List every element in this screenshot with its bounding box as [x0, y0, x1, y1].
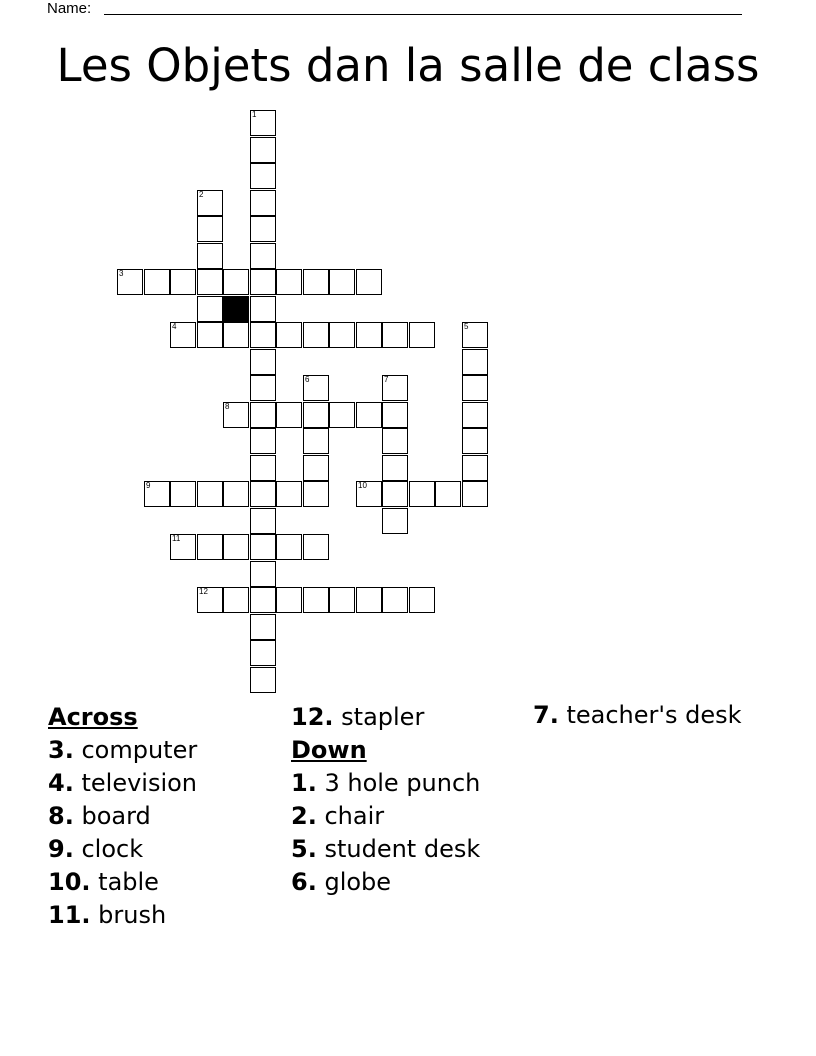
- crossword-cell[interactable]: [250, 614, 276, 640]
- crossword-cell[interactable]: [250, 190, 276, 216]
- crossword-cell[interactable]: [197, 481, 223, 507]
- crossword-cell[interactable]: [197, 243, 223, 269]
- clue-number: 9.: [48, 835, 74, 863]
- across-clue-9: [48, 833, 278, 866]
- crossword-cell[interactable]: [462, 455, 488, 481]
- crossword-cell[interactable]: [276, 481, 302, 507]
- crossword-cell[interactable]: [223, 587, 249, 613]
- crossword-cell[interactable]: [223, 269, 249, 295]
- name-field[interactable]: [104, 14, 742, 15]
- crossword-cell[interactable]: [329, 322, 355, 348]
- clue-text: table: [98, 868, 159, 896]
- crossword-cell[interactable]: [250, 640, 276, 666]
- crossword-cell[interactable]: [250, 587, 276, 613]
- crossword-cell[interactable]: [435, 481, 461, 507]
- crossword-cell[interactable]: [303, 402, 329, 428]
- crossword-cell[interactable]: [276, 269, 302, 295]
- clue-number-label: 1: [252, 110, 257, 119]
- clue-number-label: 9: [146, 481, 151, 490]
- crossword-cell[interactable]: [303, 481, 329, 507]
- crossword-cell[interactable]: [250, 349, 276, 375]
- clue-text: 3 hole punch: [324, 769, 481, 797]
- crossword-cell[interactable]: [197, 322, 223, 348]
- crossword-cell[interactable]: [303, 269, 329, 295]
- crossword-cell[interactable]: [197, 216, 223, 242]
- crossword-cell[interactable]: [170, 269, 196, 295]
- across-clue-10: [48, 866, 278, 899]
- crossword-cell[interactable]: [276, 587, 302, 613]
- crossword-cell[interactable]: [144, 481, 170, 507]
- down-clue-1: [291, 767, 521, 800]
- crossword-cell[interactable]: [356, 481, 382, 507]
- crossword-cell[interactable]: [382, 481, 408, 507]
- crossword-cell[interactable]: [223, 481, 249, 507]
- crossword-cell[interactable]: [170, 534, 196, 560]
- crossword-cell[interactable]: [250, 216, 276, 242]
- crossword-cell[interactable]: [462, 481, 488, 507]
- crossword-cell[interactable]: [250, 110, 276, 136]
- crossword-cell[interactable]: [303, 455, 329, 481]
- across-clue-4: [48, 767, 278, 800]
- crossword-cell[interactable]: [303, 322, 329, 348]
- crossword-cell[interactable]: [250, 296, 276, 322]
- crossword-cell[interactable]: [276, 534, 302, 560]
- down-clue-2: [291, 800, 521, 833]
- clue-number: 3.: [48, 736, 74, 764]
- down-clue-6: [291, 866, 521, 899]
- crossword-cell[interactable]: [356, 402, 382, 428]
- down-clue-7: [533, 701, 763, 729]
- crossword-cell[interactable]: [250, 163, 276, 189]
- crossword-cell[interactable]: [197, 587, 223, 613]
- crossword-cell[interactable]: [197, 296, 223, 322]
- clue-text: brush: [98, 901, 167, 929]
- crossword-cell[interactable]: [462, 428, 488, 454]
- down-clue-5: [291, 833, 521, 866]
- clue-text: chair: [324, 802, 385, 830]
- crossword-cell[interactable]: [329, 269, 355, 295]
- crossword-cell[interactable]: [250, 269, 276, 295]
- crossword-cell[interactable]: [276, 402, 302, 428]
- crossword-cell[interactable]: [250, 428, 276, 454]
- clue-number: 8.: [48, 802, 74, 830]
- clue-number-label: 11: [172, 534, 181, 543]
- across-clue-12: [291, 701, 521, 734]
- across-clue-8: [48, 800, 278, 833]
- crossword-cell[interactable]: [303, 375, 329, 401]
- crossword-cell[interactable]: [250, 534, 276, 560]
- across-clue-11: [48, 899, 278, 932]
- crossword-cell[interactable]: [197, 534, 223, 560]
- across-clue-3: [48, 734, 278, 767]
- crossword-cell[interactable]: [250, 455, 276, 481]
- crossword-cell[interactable]: [382, 455, 408, 481]
- crossword-cell[interactable]: [250, 243, 276, 269]
- crossword-cell[interactable]: [117, 269, 143, 295]
- clue-number-label: 4: [172, 322, 177, 331]
- clue-number: 2.: [291, 802, 317, 830]
- crossword-cell[interactable]: [250, 322, 276, 348]
- crossword-cell[interactable]: [223, 534, 249, 560]
- across-heading: Across: [48, 703, 138, 731]
- clue-text: television: [81, 769, 198, 797]
- crossword-cell[interactable]: [276, 322, 302, 348]
- clue-text: clock: [81, 835, 144, 863]
- crossword-cell[interactable]: [250, 508, 276, 534]
- clue-text: teacher's desk: [566, 701, 742, 729]
- clue-text: computer: [81, 736, 198, 764]
- clue-number: 11.: [48, 901, 91, 929]
- crossword-cell[interactable]: [409, 587, 435, 613]
- crossword-cell[interactable]: [197, 190, 223, 216]
- crossword-cell[interactable]: [223, 402, 249, 428]
- crossword-cell[interactable]: [462, 322, 488, 348]
- clue-number: 7.: [533, 701, 559, 729]
- clue-number: 4.: [48, 769, 74, 797]
- clue-number-label: 10: [358, 481, 367, 490]
- crossword-cell[interactable]: [303, 428, 329, 454]
- clue-number-label: 3: [119, 269, 124, 278]
- clue-number: 12.: [291, 703, 334, 731]
- clue-text: stapler: [341, 703, 425, 731]
- crossword-cell[interactable]: [303, 534, 329, 560]
- clue-number: 10.: [48, 868, 91, 896]
- clue-number: 1.: [291, 769, 317, 797]
- clue-column-3: [533, 701, 763, 729]
- clue-number: 5.: [291, 835, 317, 863]
- crossword-cell[interactable]: [329, 402, 355, 428]
- crossword-cell[interactable]: [462, 375, 488, 401]
- crossword-cell[interactable]: [250, 375, 276, 401]
- clue-text: globe: [324, 868, 392, 896]
- crossword-cell[interactable]: [197, 269, 223, 295]
- clue-number: 6.: [291, 868, 317, 896]
- crossword-cell[interactable]: [250, 481, 276, 507]
- crossword-cell[interactable]: [382, 375, 408, 401]
- crossword-cell[interactable]: [144, 269, 170, 295]
- crossword-cell[interactable]: [409, 322, 435, 348]
- crossword-cell[interactable]: [382, 402, 408, 428]
- clue-text: student desk: [324, 835, 481, 863]
- clue-column-2: [291, 701, 521, 899]
- crossword-cell[interactable]: [170, 322, 196, 348]
- crossword-cell[interactable]: [462, 349, 488, 375]
- clue-number-label: 2: [199, 190, 204, 199]
- clue-number-label: 6: [305, 375, 310, 384]
- crossword-cell[interactable]: [382, 428, 408, 454]
- black-square: [223, 296, 249, 322]
- crossword-cell[interactable]: [382, 508, 408, 534]
- page-title: Les Objets dan la salle de class: [56, 39, 760, 92]
- down-heading: Down: [291, 736, 367, 764]
- clue-number-label: 5: [464, 322, 469, 331]
- crossword-cell[interactable]: [356, 587, 382, 613]
- name-label: Name:: [47, 0, 92, 17]
- crossword-cell[interactable]: [382, 322, 408, 348]
- clue-number-label: 8: [225, 402, 230, 411]
- crossword-cell[interactable]: [356, 322, 382, 348]
- crossword-cell[interactable]: [409, 481, 435, 507]
- crossword-cell[interactable]: [250, 137, 276, 163]
- crossword-cell[interactable]: [462, 402, 488, 428]
- crossword-cell[interactable]: [356, 269, 382, 295]
- crossword-cell[interactable]: [250, 667, 276, 693]
- crossword-cell[interactable]: [250, 561, 276, 587]
- crossword-cell[interactable]: [303, 587, 329, 613]
- clue-text: board: [81, 802, 151, 830]
- crossword-cell[interactable]: [382, 587, 408, 613]
- clue-column-1: [48, 701, 278, 932]
- crossword-cell[interactable]: [250, 402, 276, 428]
- clue-number-label: 12: [199, 587, 208, 596]
- crossword-cell[interactable]: [329, 587, 355, 613]
- crossword-cell[interactable]: [170, 481, 196, 507]
- clue-number-label: 7: [384, 375, 389, 384]
- crossword-cell[interactable]: [223, 322, 249, 348]
